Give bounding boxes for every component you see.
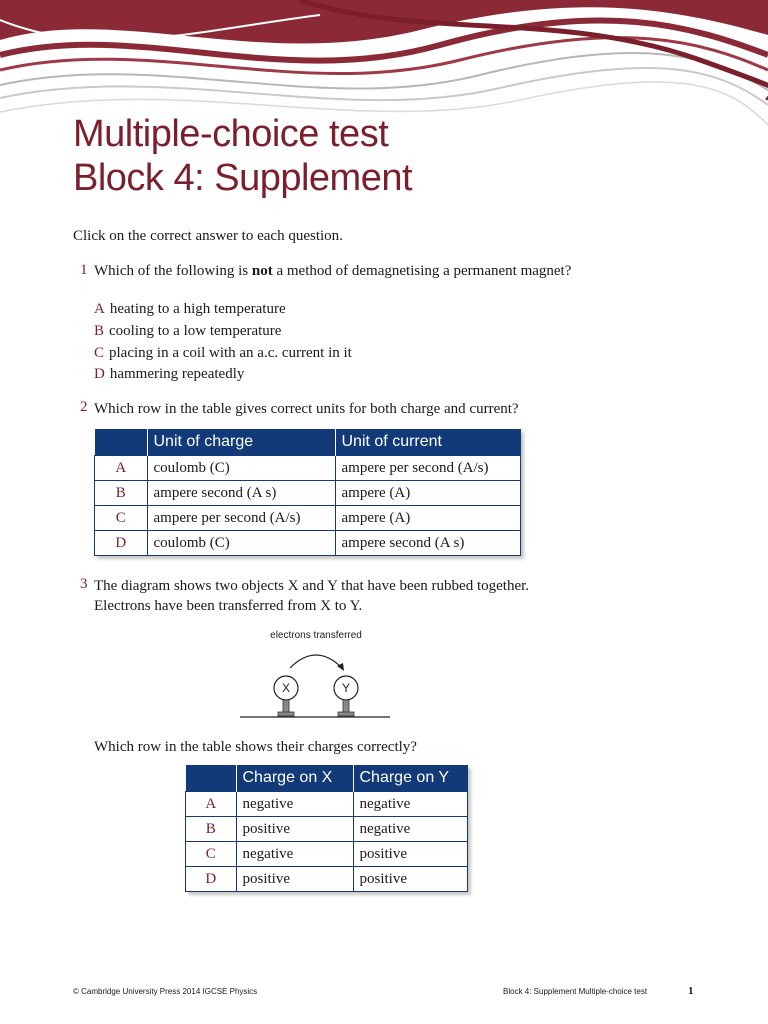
q1-option-d[interactable] xyxy=(94,366,244,383)
table-row[interactable] xyxy=(186,842,468,867)
q2-answer-table xyxy=(94,429,521,556)
row-letter: C xyxy=(186,842,237,867)
object-y-label: Y xyxy=(341,681,351,695)
table-header: Unit of current xyxy=(335,429,521,456)
table-cell: positive xyxy=(353,867,468,892)
question-3-text: The diagram shows two objects X and Y that have been rubbed together. Electrons have been transferred from X to Y. xyxy=(94,578,530,614)
table-row[interactable] xyxy=(95,481,521,506)
option-letter: A xyxy=(94,301,105,317)
row-letter: B xyxy=(186,817,237,842)
table-row[interactable] xyxy=(186,792,468,817)
q1-option-c[interactable] xyxy=(94,345,352,362)
option-text: cooling to a low temperature xyxy=(109,323,282,339)
table-header: Charge on X xyxy=(236,765,353,792)
table-cell: ampere (A) xyxy=(335,506,521,531)
row-letter: D xyxy=(95,531,148,556)
table-header-blank xyxy=(95,429,148,456)
table-cell: positive xyxy=(236,867,353,892)
table-cell: negative xyxy=(353,817,468,842)
footer-copyright: © Cambridge University Press 2014 IGCSE Physics xyxy=(73,987,258,996)
row-letter: A xyxy=(95,456,148,481)
option-text: hammering repeatedly xyxy=(109,366,245,382)
table-cell: ampere per second (A/s) xyxy=(335,456,521,481)
table-cell: coulomb (C) xyxy=(147,456,335,481)
q1-option-b[interactable] xyxy=(94,323,281,340)
option-text: placing in a coil with an a.c. current in it xyxy=(109,345,352,361)
table-row[interactable] xyxy=(95,506,521,531)
row-letter: C xyxy=(95,506,148,531)
table-header: Charge on Y xyxy=(353,765,468,792)
table-header-blank xyxy=(186,765,237,792)
page-title xyxy=(73,112,412,200)
table-header: Unit of charge xyxy=(147,429,335,456)
table-cell: ampere per second (A/s) xyxy=(147,506,335,531)
page-number: 1 xyxy=(688,985,694,997)
table-cell: positive xyxy=(236,817,353,842)
object-x-label: X xyxy=(281,681,291,695)
table-row[interactable] xyxy=(95,531,521,556)
option-letter: C xyxy=(94,345,105,361)
table-cell: negative xyxy=(236,792,353,817)
q1-option-a[interactable] xyxy=(94,301,286,318)
question-2-number: 2 xyxy=(80,399,88,415)
option-letter: D xyxy=(94,366,105,382)
question-2-text: Which row in the table gives correct units for both charge and current? xyxy=(94,401,519,417)
row-letter: B xyxy=(95,481,148,506)
table-cell: ampere second (A s) xyxy=(147,481,335,506)
charge-transfer-diagram xyxy=(240,626,400,726)
stand-y-base xyxy=(338,712,354,716)
table-cell: negative xyxy=(236,842,353,867)
question-1-text-post: a method of demagnetising a permanent magnet? xyxy=(272,263,572,279)
q3-answer-table xyxy=(185,765,468,892)
question-3-number: 3 xyxy=(80,576,88,592)
footer-section: Block 4: Supplement Multiple-choice test xyxy=(503,987,648,996)
stand-x-base xyxy=(278,712,294,716)
instruction-text: Click on the correct answer to each question. xyxy=(73,228,343,244)
option-text: heating to a high temperature xyxy=(109,301,286,317)
table-row[interactable] xyxy=(95,456,521,481)
table-cell: positive xyxy=(353,842,468,867)
transfer-arrow xyxy=(290,655,342,668)
table-cell: negative xyxy=(353,792,468,817)
question-3-subtext: Which row in the table shows their charges correctly? xyxy=(94,739,417,755)
row-letter: D xyxy=(186,867,237,892)
table-cell: ampere second (A s) xyxy=(335,531,521,556)
row-letter: A xyxy=(186,792,237,817)
question-1-text xyxy=(94,261,574,281)
question-1-text-bold: not xyxy=(251,263,273,279)
table-row[interactable] xyxy=(186,817,468,842)
question-1-number: 1 xyxy=(80,262,88,278)
table-cell: ampere (A) xyxy=(335,481,521,506)
question-1-text-pre: Which of the following is xyxy=(94,263,252,279)
table-row[interactable] xyxy=(186,867,468,892)
diagram-label: electrons transferred xyxy=(270,630,362,641)
option-letter: B xyxy=(94,323,105,339)
title-line-1: Multiple-choice test xyxy=(73,113,389,155)
table-cell: coulomb (C) xyxy=(147,531,335,556)
title-line-2: Block 4: Supplement xyxy=(73,157,413,199)
